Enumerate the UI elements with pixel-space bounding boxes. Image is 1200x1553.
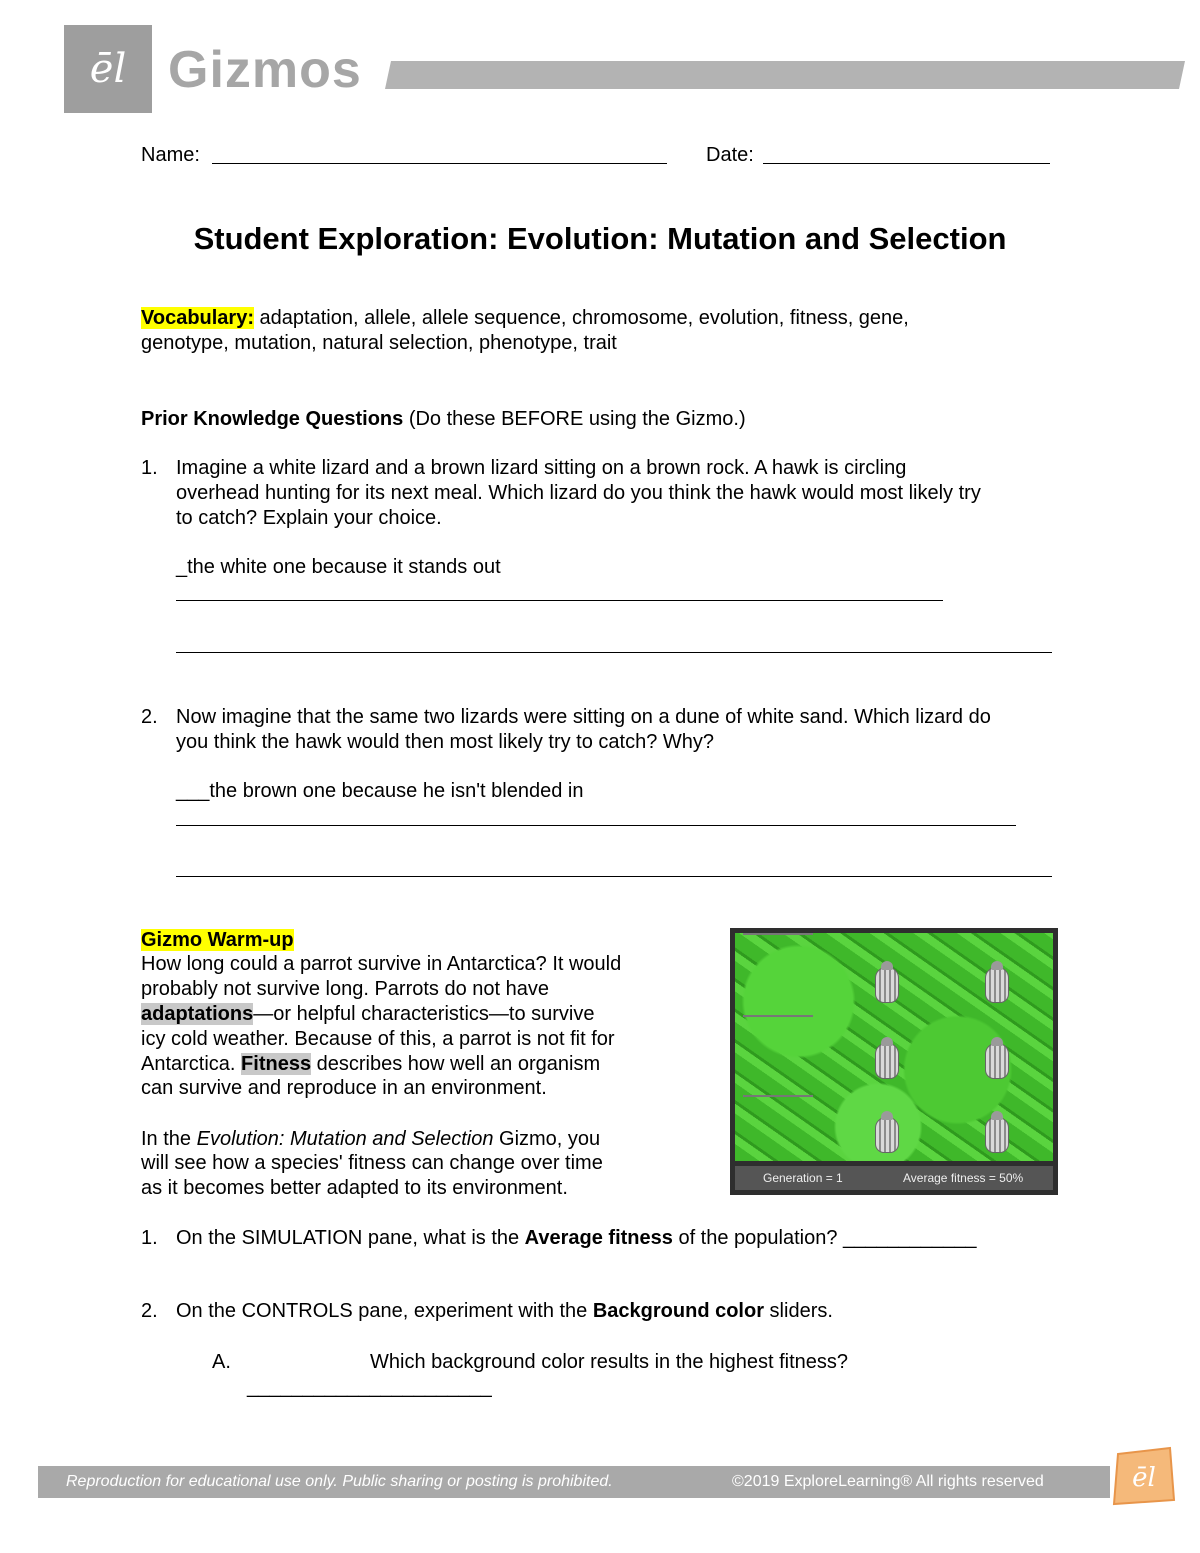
question-text-bold: Background color xyxy=(592,1300,764,1322)
question-text-post: of the population? ____________ xyxy=(672,1227,977,1249)
warmup-text-pre: Antarctica. xyxy=(141,1053,242,1075)
answer-blank[interactable]: ______________________ xyxy=(247,1376,492,1398)
question-number: 2. xyxy=(141,1300,158,1322)
warmup-text-rest: describes how well an organism xyxy=(311,1053,601,1075)
beetle-icon xyxy=(985,967,1009,1003)
beetle-icon xyxy=(985,1043,1009,1079)
answer-line[interactable] xyxy=(176,652,1052,653)
beetle-icon xyxy=(875,1117,899,1153)
vocabulary-line-2: genotype, mutation, natural selection, phenotype, trait xyxy=(141,332,617,354)
date-label: Date: xyxy=(706,144,754,166)
warmup-text xyxy=(141,1052,600,1077)
gizmo-name: Evolution: Mutation and Selection xyxy=(196,1128,494,1150)
prior-heading-note: (Do these BEFORE using the Gizmo.) xyxy=(403,408,746,430)
question-text xyxy=(176,1226,977,1251)
question-text: to catch? Explain your choice. xyxy=(176,507,442,529)
question-number: 2. xyxy=(141,706,158,728)
simulation-status-bar xyxy=(735,1166,1053,1190)
question-text-pre: On the CONTROLS pane, experiment with the xyxy=(176,1300,593,1322)
question-text: overhead hunting for its next meal. Which lizard do you think the hawk would most likely try xyxy=(176,482,981,504)
subquestion-letter: A. xyxy=(212,1351,231,1373)
question-number: 1. xyxy=(141,1227,158,1249)
warmup-text-rest: —or helpful characteristics—to survive xyxy=(253,1003,595,1025)
prior-heading xyxy=(141,407,746,432)
question-text-pre: On the SIMULATION pane, what is the xyxy=(176,1227,525,1249)
explorelearning-corner-logo xyxy=(1108,1446,1176,1506)
fitness-readout: Average fitness = 50% xyxy=(903,1171,1024,1185)
warmup-text: will see how a species' fitness can change over time xyxy=(141,1152,603,1174)
answer-line[interactable] xyxy=(176,600,943,601)
date-field[interactable] xyxy=(763,163,1050,164)
question-number: 1. xyxy=(141,457,158,479)
vocabulary-label: Vocabulary: xyxy=(141,307,254,329)
simulation-screenshot xyxy=(730,928,1058,1195)
slider-tick xyxy=(743,1015,813,1017)
warmup-text: How long could a parrot survive in Antarctica? It would xyxy=(141,953,622,975)
name-field[interactable] xyxy=(212,163,667,164)
footer-disclaimer: Reproduction for educational use only. Public sharing or posting is prohibited. xyxy=(66,1473,613,1490)
warmup-text: probably not survive long. Parrots do not have xyxy=(141,978,550,1000)
subquestion-text: Which background color results in the highest fitness? xyxy=(370,1351,849,1373)
beetle-icon xyxy=(875,1043,899,1079)
question-text: Imagine a white lizard and a brown lizard sitting on a brown rock. A hawk is circling xyxy=(176,457,907,479)
slider-tick xyxy=(743,933,813,935)
warmup-text: icy cold weather. Because of this, a parrot is not fit for xyxy=(141,1028,615,1050)
warmup-heading-label: Gizmo Warm-up xyxy=(141,929,294,951)
warmup-text: can survive and reproduce in an environment. xyxy=(141,1077,547,1099)
page-title: Student Exploration: Evolution: Mutation and Selection xyxy=(193,221,1007,256)
gizmos-brand: Gizmos xyxy=(168,41,362,99)
warmup-text-pre: In the xyxy=(141,1128,197,1150)
warmup-heading xyxy=(141,928,294,953)
warmup-text: as it becomes better adapted to its environment. xyxy=(141,1177,568,1199)
warmup-text xyxy=(141,1127,600,1152)
question-text xyxy=(176,1299,833,1324)
answer-line[interactable] xyxy=(176,876,1052,877)
question-text: Now imagine that the same two lizards were sitting on a dune of white sand. Which lizard do xyxy=(176,706,991,728)
vocabulary-terms-1: adaptation, allele, allele sequence, chromosome, evolution, fitness, gene, xyxy=(254,307,909,329)
footer-copyright: ©2019 ExploreLearning® All rights reserved xyxy=(732,1473,1044,1490)
prior-heading-bold: Prior Knowledge Questions xyxy=(141,408,404,430)
logo-text: ēl xyxy=(89,46,127,92)
leaf-background xyxy=(735,933,1053,1161)
answer-text[interactable]: _the white one because it stands out xyxy=(176,556,501,578)
header-bar xyxy=(385,61,1185,89)
name-label: Name: xyxy=(141,144,200,166)
warmup-text xyxy=(141,1002,594,1027)
explorelearning-logo xyxy=(64,25,152,113)
answer-line[interactable] xyxy=(176,825,1016,826)
slider-tick xyxy=(743,1095,813,1097)
beetle-icon xyxy=(875,967,899,1003)
warmup-text-post: Gizmo, you xyxy=(493,1128,601,1150)
beetle-icon xyxy=(985,1117,1009,1153)
term-adaptations: adaptations xyxy=(141,1003,254,1025)
term-fitness: Fitness xyxy=(241,1053,312,1075)
question-text-post: sliders. xyxy=(764,1300,833,1322)
question-text-bold: Average fitness xyxy=(524,1227,673,1249)
question-text: you think the hawk would then most likely try to catch? Why? xyxy=(176,731,715,753)
answer-text[interactable]: ___the brown one because he isn't blended in xyxy=(176,780,584,802)
generation-readout: Generation = 1 xyxy=(763,1171,843,1185)
corner-logo-text: ēl xyxy=(1132,1463,1156,1493)
vocabulary-line-1 xyxy=(141,306,909,331)
